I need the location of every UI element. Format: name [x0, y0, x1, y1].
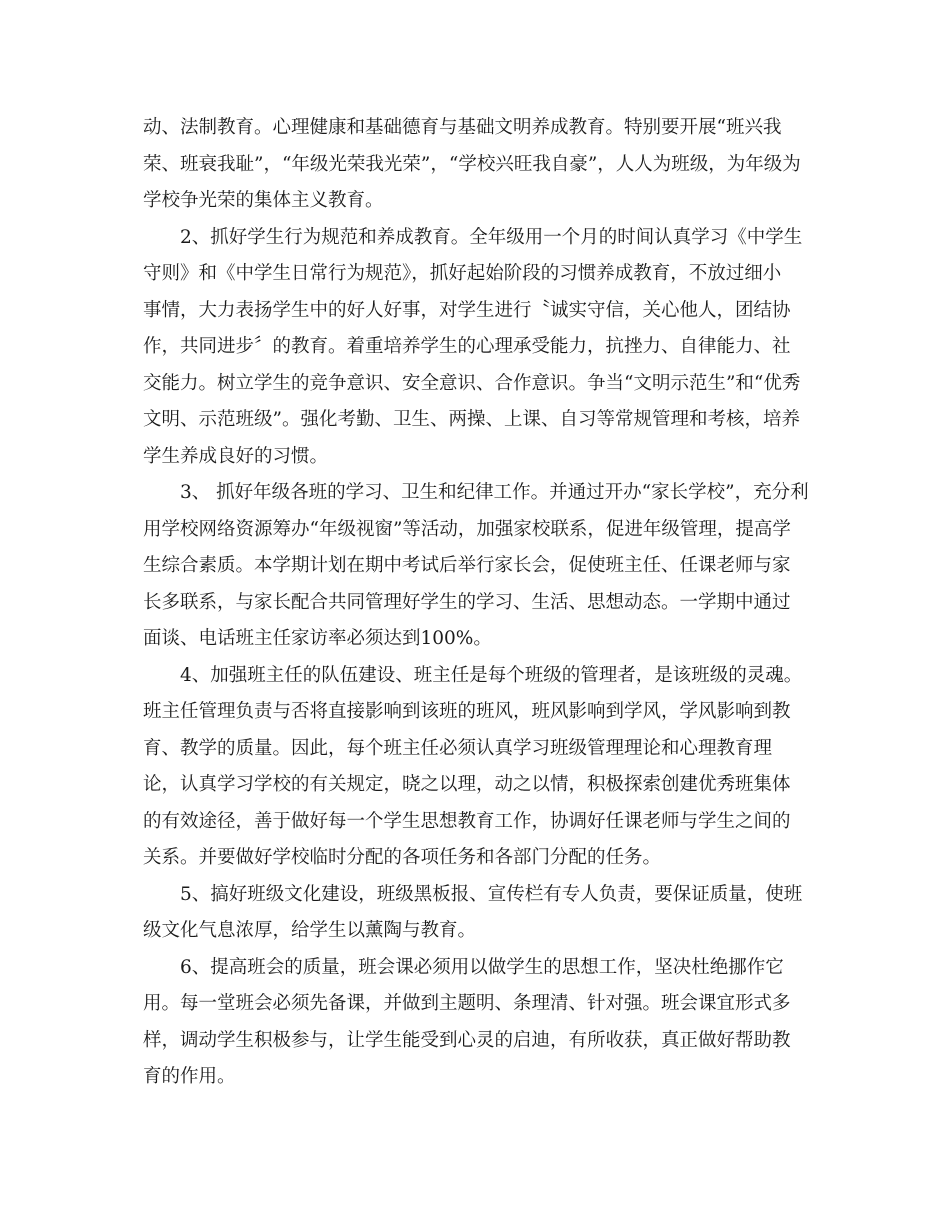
paragraph-line: 3、 抓好年级各班的学习、卫生和纪律工作。并通过开办“家长学校”，充分利 — [180, 482, 809, 503]
paragraph-line: 5、搞好班级文化建设，班级黑板报、宣传栏有专人负责，要保证质量，使班 — [180, 883, 803, 905]
paragraph-2 — [143, 220, 808, 476]
paragraph-line: 长多联系，与家长配合共同管理好学生的学习、生活、思想动态。一学期中通过 — [143, 591, 791, 613]
paragraph-line: 荣、班衰我耻”，“年级光荣我光荣”，“学校兴旺我自豪”，人人为班级，为年级为 — [143, 153, 801, 175]
document-body — [143, 110, 808, 1096]
paragraph-line: 关系。并要做好学校临时分配的各项任务和各部门分配的任务。 — [143, 847, 662, 868]
paragraph-5 — [143, 877, 808, 950]
paragraph-line: 育、教学的质量。因此，每个班主任必须认真学习班级管理理论和心理教育理 — [143, 737, 773, 759]
paragraph-line: 事情，大力表扬学生中的好人好事，对学生进行〝诚实守信，关心他人，团结协 — [143, 299, 791, 321]
paragraph-line: 作，共同进步〞的教育。着重培养学生的心理承受能力，抗挫力、自律能力、社 — [143, 336, 791, 357]
paragraph-line: 2、抓好学生行为规范和养成教育。全年级用一个月的时间认真学习《中学生 — [180, 226, 803, 248]
paragraph-line: 学生养成良好的习惯。 — [143, 445, 329, 467]
paragraph-line: 守则》和《中学生日常行为规范》，抓好起始阶段的习惯养成教育，不放过细小 — [143, 263, 782, 284]
paragraph-line: 文明、示范班级”。强化考勤、卫生、两操、上课、自习等常规管理和考核，培养 — [143, 409, 800, 430]
paragraph-line: 6、提高班会的质量，班会课必须用以做学生的思想工作，坚决杜绝挪作它 — [180, 956, 784, 978]
paragraph-line: 育的作用。 — [143, 1066, 236, 1087]
paragraph-1 — [143, 110, 808, 220]
paragraph-line: 学校争光荣的集体主义教育。 — [143, 190, 384, 211]
paragraph-line: 级文化气息浓厚，给学生以薰陶与教育。 — [143, 920, 477, 941]
paragraph-line: 样，调动学生积极参与，让学生能受到心灵的启迪，有所收获，真正做好帮助教 — [143, 1029, 791, 1051]
paragraph-3 — [143, 475, 808, 658]
paragraph-line: 论，认真学习学校的有关规定，晓之以理，动之以情，积极探索创建优秀班集体 — [143, 774, 791, 795]
paragraph-line: 4、加强班主任的队伍建设、班主任是每个班级的管理者，是该班级的灵魂。 — [180, 664, 803, 686]
paragraph-4 — [143, 658, 808, 877]
paragraph-line: 交能力。树立学生的竞争意识、安全意识、合作意识。争当“文明示范生”和“优秀 — [143, 372, 801, 394]
paragraph-line: 班主任管理负责与否将直接影响到该班的班风，班风影响到学风，学风影响到教 — [143, 701, 791, 722]
paragraph-line: 用学校网络资源筹办“年级视窗”等活动，加强家校联系，促进年级管理，提高学 — [143, 518, 791, 540]
paragraph-line: 生综合素质。本学期计划在期中考试后举行家长会，促使班主任、任课老师与家 — [143, 555, 791, 576]
paragraph-line: 用。每一堂班会必须先备课，并做到主题明、条理清、针对强。班会课宜形式多 — [143, 993, 791, 1014]
paragraph-line: 动、法制教育。心理健康和基础德育与基础文明养成教育。特别要开展“班兴我 — [143, 117, 782, 138]
paragraph-line: 面谈、电话班主任家访率必须达到100%。 — [143, 628, 492, 649]
paragraph-line: 的有效途径，善于做好每一个学生思想教育工作，协调好任课老师与学生之间的 — [143, 810, 791, 832]
paragraph-6 — [143, 950, 808, 1096]
